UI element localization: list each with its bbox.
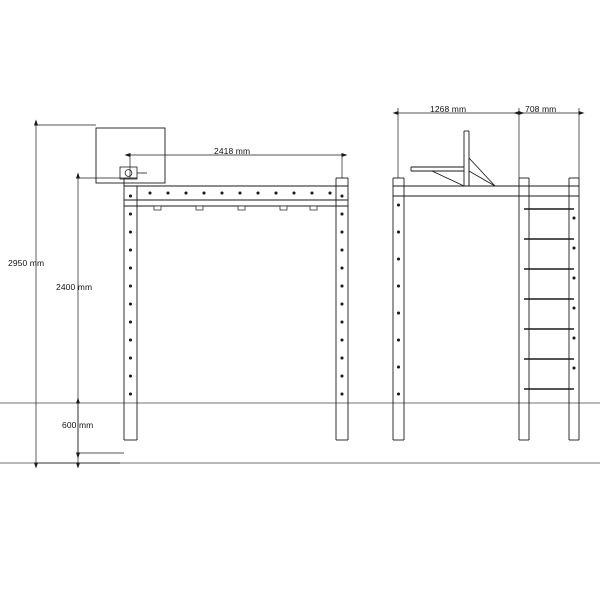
dimension-label-frame-width: 2418 mm <box>214 146 251 156</box>
dimension-label-backboard-projection: 1268 mm <box>430 104 467 114</box>
front-elevation-view <box>96 128 348 440</box>
top-beam-front <box>124 186 348 206</box>
bolt-holes-right-upright <box>341 195 343 395</box>
side-elevation-view <box>393 131 579 440</box>
bolt-holes-left-upright <box>129 195 131 395</box>
rear-upright-side <box>393 178 404 440</box>
backboard-side <box>411 131 495 186</box>
dimension-label-frame-height: 2400 mm <box>56 282 93 292</box>
ladder-rungs <box>524 209 574 389</box>
side-top-beam <box>393 186 579 196</box>
dimension-label-overall-height: 2950 mm <box>8 258 45 268</box>
bolt-holes-top-beam <box>149 192 331 194</box>
left-upright-front <box>124 178 137 440</box>
dimension-label-ladder-depth: 708 mm <box>525 104 557 114</box>
ground-lines <box>0 403 600 463</box>
right-upright-front <box>336 178 348 440</box>
beam-hanger-tabs <box>154 206 317 210</box>
backboard-front <box>96 128 165 183</box>
dimension-label-ground-clearance-depth: 600 mm <box>62 420 94 430</box>
ladder-front-stile <box>519 178 529 440</box>
